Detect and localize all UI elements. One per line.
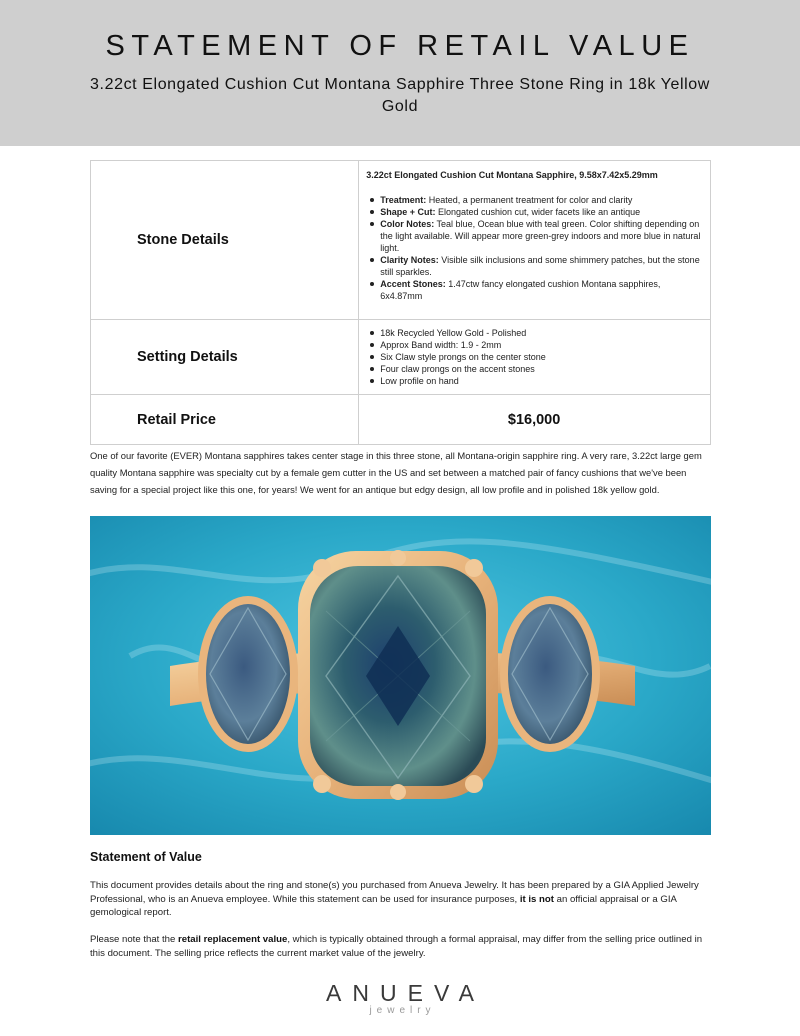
retail-price-row [91,395,710,444]
statement-paragraph-2 [90,933,712,960]
setting-detail-item: Low profile on hand [366,375,702,387]
setting-details-row [91,320,710,395]
document-subtitle: 3.22ct Elongated Cushion Cut Montana Sapphire Three Stone Ring in 18k Yellow Gold [90,76,710,115]
ring-photo [90,516,711,835]
setting-details-body [359,320,710,394]
stone-detail-item [366,278,702,302]
stone-detail-text: Elongated cushion cut, wider facets like an antique [437,207,641,217]
stone-details-label: Stone Details [91,161,359,319]
retail-price-value: $16,000 [507,411,561,428]
stone-detail-term: Color Notes: [380,219,435,229]
stone-detail-term: Clarity Notes: [380,255,439,265]
left-accent-stone [198,596,298,752]
stone-detail-text: 1.47ctw fancy elongated cushion Montana sapphires, 6x4.87mm [380,279,661,301]
stone-detail-text: Heated, a permanent treatment for color and clarity [428,195,633,205]
stone-heading: 3.22ct Elongated Cushion Cut Montana Sapphire, 9.58x7.42x5.29mm [366,170,658,180]
anueva-logo [0,980,800,1016]
document-title: STATEMENT OF RETAIL VALUE [105,30,695,62]
stone-detail-term: Shape + Cut: [380,207,436,217]
stone-detail-item [366,206,702,218]
ring-illustration [90,516,711,835]
stone-detail-item [366,254,702,278]
logo-subtitle: jewelry [369,1005,436,1016]
stone-details-body [359,161,710,319]
setting-detail-list [366,327,702,387]
setting-detail-item: 18k Recycled Yellow Gold - Polished [366,327,702,339]
statement-paragraph-1 [90,879,712,920]
retail-price-label: Retail Price [91,395,359,444]
setting-details-label: Setting Details [91,320,359,394]
statement-emphasis: retail replacement value [178,934,288,945]
statement-text: an official appraisal or a GIA gemological report. [90,893,677,918]
setting-detail-item: Approx Band width: 1.9 - 2mm [366,339,702,351]
statement-emphasis: it is not [519,893,554,905]
stone-detail-text: Teal blue, Ocean blue with teal green. Color shifting depending on the light available. Will appear more green-grey indoors and more blue in natural light. [380,219,701,253]
document-header [0,0,800,146]
statement-text: , which is typically obtained through a formal appraisal, may differ from the selling price outlined in this document. The selling price reflects the current market value of the jewelry. [90,934,703,959]
logo-wordmark: ANUEVA [326,980,485,1006]
stone-detail-item [366,218,702,254]
stone-detail-item [366,194,702,206]
stone-details-row [91,161,710,320]
setting-detail-item: Four claw prongs on the accent stones [366,363,702,375]
stone-detail-list [366,194,702,302]
ring-description: One of our favorite (EVER) Montana sapphires takes center stage in this three stone, all Montana-origin sapphire ring. A very rare, 3.22ct large gem quality Montana sapphire was specialty cut by a female gem cutter in the US and set between a matched pair of fancy cushions that we've been saving for a special project like this one, for years! We went for an antique but edgy design, all low profile and in polished 18k yellow gold. [90,450,702,495]
details-table [90,160,711,445]
stone-detail-term: Treatment: [380,195,427,205]
right-accent-stone [500,596,600,752]
statement-text: Please note that the [90,934,179,945]
stone-detail-term: Accent Stones: [380,279,446,289]
stone-detail-text: Visible silk inclusions and some shimmery patches, but the stone still sparkles. [380,255,700,277]
setting-detail-item: Six Claw style prongs on the center stone [366,351,702,363]
statement-text: This document provides details about the ring and stone(s) you purchased from Anueva Jewelry. It has been prepared by a GIA Applied Jewelry Professional, who is an Anueva employee. While this statement can be used for insurance purposes, [90,880,699,905]
center-sapphire [298,550,498,800]
statement-of-value-title: Statement of Value [90,850,202,864]
